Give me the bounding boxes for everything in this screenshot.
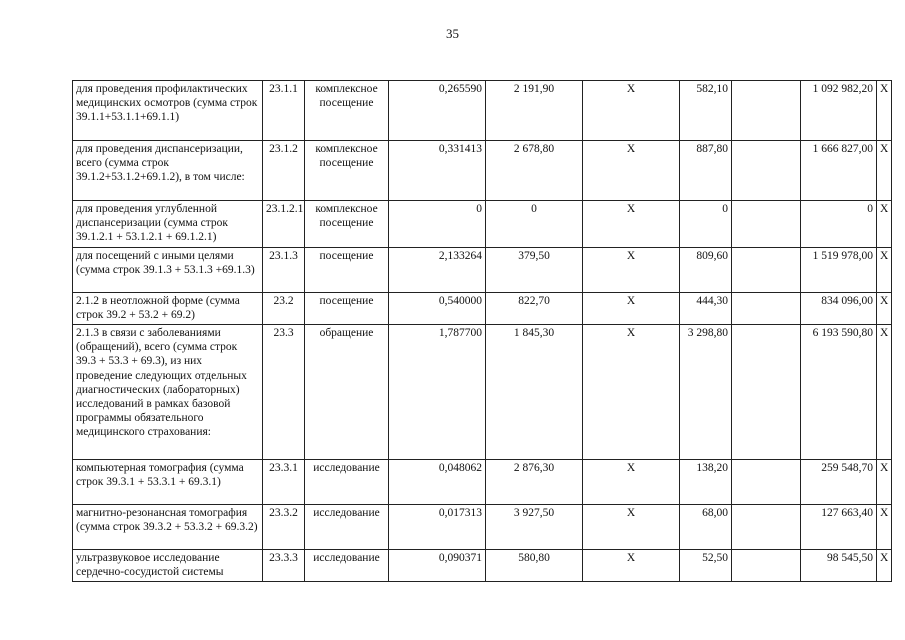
table-cell-per-capita: 52,50	[680, 550, 732, 582]
table-cell-unit: исследование	[305, 550, 389, 582]
table-cell-total: 259 548,70	[801, 460, 877, 505]
table-cell-x: Х	[877, 201, 892, 248]
table-cell-empty	[732, 292, 801, 324]
table-cell-name: компьютерная томография (сумма строк 39.3.1 + 53.3.1 + 69.3.1)	[73, 460, 263, 505]
table-cell-unit: комплексное посещение	[305, 201, 389, 248]
table-cell-name: 2.1.2 в неотложной форме (сумма строк 39.2 + 53.2 + 69.2)	[73, 292, 263, 324]
table-cell-code: 23.1.2	[263, 141, 305, 201]
table-cell-per-capita: 68,00	[680, 505, 732, 550]
table-cell-unit: исследование	[305, 505, 389, 550]
table-cell-x: Х	[583, 325, 680, 460]
table-cell-norm: 0,048062	[389, 460, 486, 505]
table-cell-x: Х	[583, 141, 680, 201]
table-cell-cost: 2 678,80	[486, 141, 583, 201]
table-cell-cost: 2 876,30	[486, 460, 583, 505]
table-cell-empty	[732, 325, 801, 460]
table-row	[73, 550, 892, 582]
table-cell-x: Х	[877, 141, 892, 201]
table-cell-x: Х	[583, 460, 680, 505]
table-cell-empty	[732, 550, 801, 582]
table-cell-per-capita: 138,20	[680, 460, 732, 505]
table-cell-x: Х	[877, 325, 892, 460]
table-cell-code: 23.3.2	[263, 505, 305, 550]
table-cell-x: Х	[583, 201, 680, 248]
table-cell-total: 0	[801, 201, 877, 248]
table-row	[73, 201, 892, 248]
table-cell-norm: 0,090371	[389, 550, 486, 582]
table-cell-empty	[732, 247, 801, 292]
table-cell-norm: 1,787700	[389, 325, 486, 460]
table-cell-code: 23.1.3	[263, 247, 305, 292]
table-cell-code: 23.1.2.1	[263, 201, 305, 248]
normatives-table	[72, 80, 892, 582]
table-cell-x: Х	[877, 505, 892, 550]
table-cell-norm: 0,331413	[389, 141, 486, 201]
table-cell-total: 1 666 827,00	[801, 141, 877, 201]
table-cell-total: 834 096,00	[801, 292, 877, 324]
table-cell-name: для посещений с иными целями (сумма строк 39.1.3 + 53.1.3 +69.1.3)	[73, 247, 263, 292]
table-cell-per-capita: 444,30	[680, 292, 732, 324]
table-cell-empty	[732, 141, 801, 201]
table-cell-cost: 580,80	[486, 550, 583, 582]
table-row	[73, 460, 892, 505]
table-cell-unit: посещение	[305, 292, 389, 324]
table-cell-per-capita: 887,80	[680, 141, 732, 201]
table-cell-x: Х	[583, 81, 680, 141]
table-cell-code: 23.3.1	[263, 460, 305, 505]
table-cell-total: 1 519 978,00	[801, 247, 877, 292]
table-cell-total: 98 545,50	[801, 550, 877, 582]
table-row	[73, 292, 892, 324]
table-cell-unit: исследование	[305, 460, 389, 505]
table-cell-per-capita: 582,10	[680, 81, 732, 141]
page-number: 35	[446, 26, 459, 41]
table-cell-name: магнитно-резонансная томография (сумма строк 39.3.2 + 53.3.2 + 69.3.2)	[73, 505, 263, 550]
table-cell-cost: 1 845,30	[486, 325, 583, 460]
table-cell-unit: комплексное посещение	[305, 81, 389, 141]
table-cell-x: Х	[877, 460, 892, 505]
table-row	[73, 505, 892, 550]
table-cell-total: 1 092 982,20	[801, 81, 877, 141]
table-cell-x: Х	[583, 247, 680, 292]
table-cell-name: для проведения профилактических медицинских осмотров (сумма строк 39.1.1+53.1.1+69.1.1)	[73, 81, 263, 141]
table-cell-unit: обращение	[305, 325, 389, 460]
table-cell-x: Х	[877, 292, 892, 324]
table-cell-cost: 0	[486, 201, 583, 248]
table-cell-x: Х	[583, 505, 680, 550]
table-cell-x: Х	[583, 550, 680, 582]
table-cell-total: 6 193 590,80	[801, 325, 877, 460]
table-cell-unit: посещение	[305, 247, 389, 292]
table-cell-cost: 3 927,50	[486, 505, 583, 550]
table-row	[73, 141, 892, 201]
table-cell-x: Х	[583, 292, 680, 324]
table-cell-code: 23.1.1	[263, 81, 305, 141]
table-cell-name: 2.1.3 в связи с заболеваниями (обращений), всего (сумма строк 39.3 + 53.3 + 69.3), из них проведение следующих отдельных диагностических (лабораторных) исследований в рамках базовой программы обязательного медицинского страхования:	[73, 325, 263, 460]
table-cell-empty	[732, 81, 801, 141]
table-cell-norm: 0,017313	[389, 505, 486, 550]
table-cell-norm: 0	[389, 201, 486, 248]
table-row	[73, 81, 892, 141]
table-cell-name: для проведения углубленной диспансеризации (сумма строк 39.1.2.1 + 53.1.2.1 + 69.1.2.1)	[73, 201, 263, 248]
table-cell-norm: 2,133264	[389, 247, 486, 292]
table-cell-norm: 0,540000	[389, 292, 486, 324]
table-cell-cost: 2 191,90	[486, 81, 583, 141]
table-cell-cost: 379,50	[486, 247, 583, 292]
table-cell-empty	[732, 460, 801, 505]
table-cell-empty	[732, 201, 801, 248]
table-cell-per-capita: 3 298,80	[680, 325, 732, 460]
table-cell-x: Х	[877, 550, 892, 582]
table-cell-unit: комплексное посещение	[305, 141, 389, 201]
table-row	[73, 325, 892, 460]
table-cell-empty	[732, 505, 801, 550]
table-cell-name: для проведения диспансеризации, всего (сумма строк 39.1.2+53.1.2+69.1.2), в том числе:	[73, 141, 263, 201]
table-cell-code: 23.3.3	[263, 550, 305, 582]
table-body	[73, 81, 892, 582]
table-cell-x: Х	[877, 247, 892, 292]
table-cell-per-capita: 0	[680, 201, 732, 248]
table-cell-norm: 0,265590	[389, 81, 486, 141]
table-cell-per-capita: 809,60	[680, 247, 732, 292]
table-cell-total: 127 663,40	[801, 505, 877, 550]
table-cell-name: ультразвуковое исследование сердечно-сосудистой системы	[73, 550, 263, 582]
table-row	[73, 247, 892, 292]
table-cell-cost: 822,70	[486, 292, 583, 324]
table-cell-x: Х	[877, 81, 892, 141]
table-cell-code: 23.3	[263, 325, 305, 460]
table-cell-code: 23.2	[263, 292, 305, 324]
